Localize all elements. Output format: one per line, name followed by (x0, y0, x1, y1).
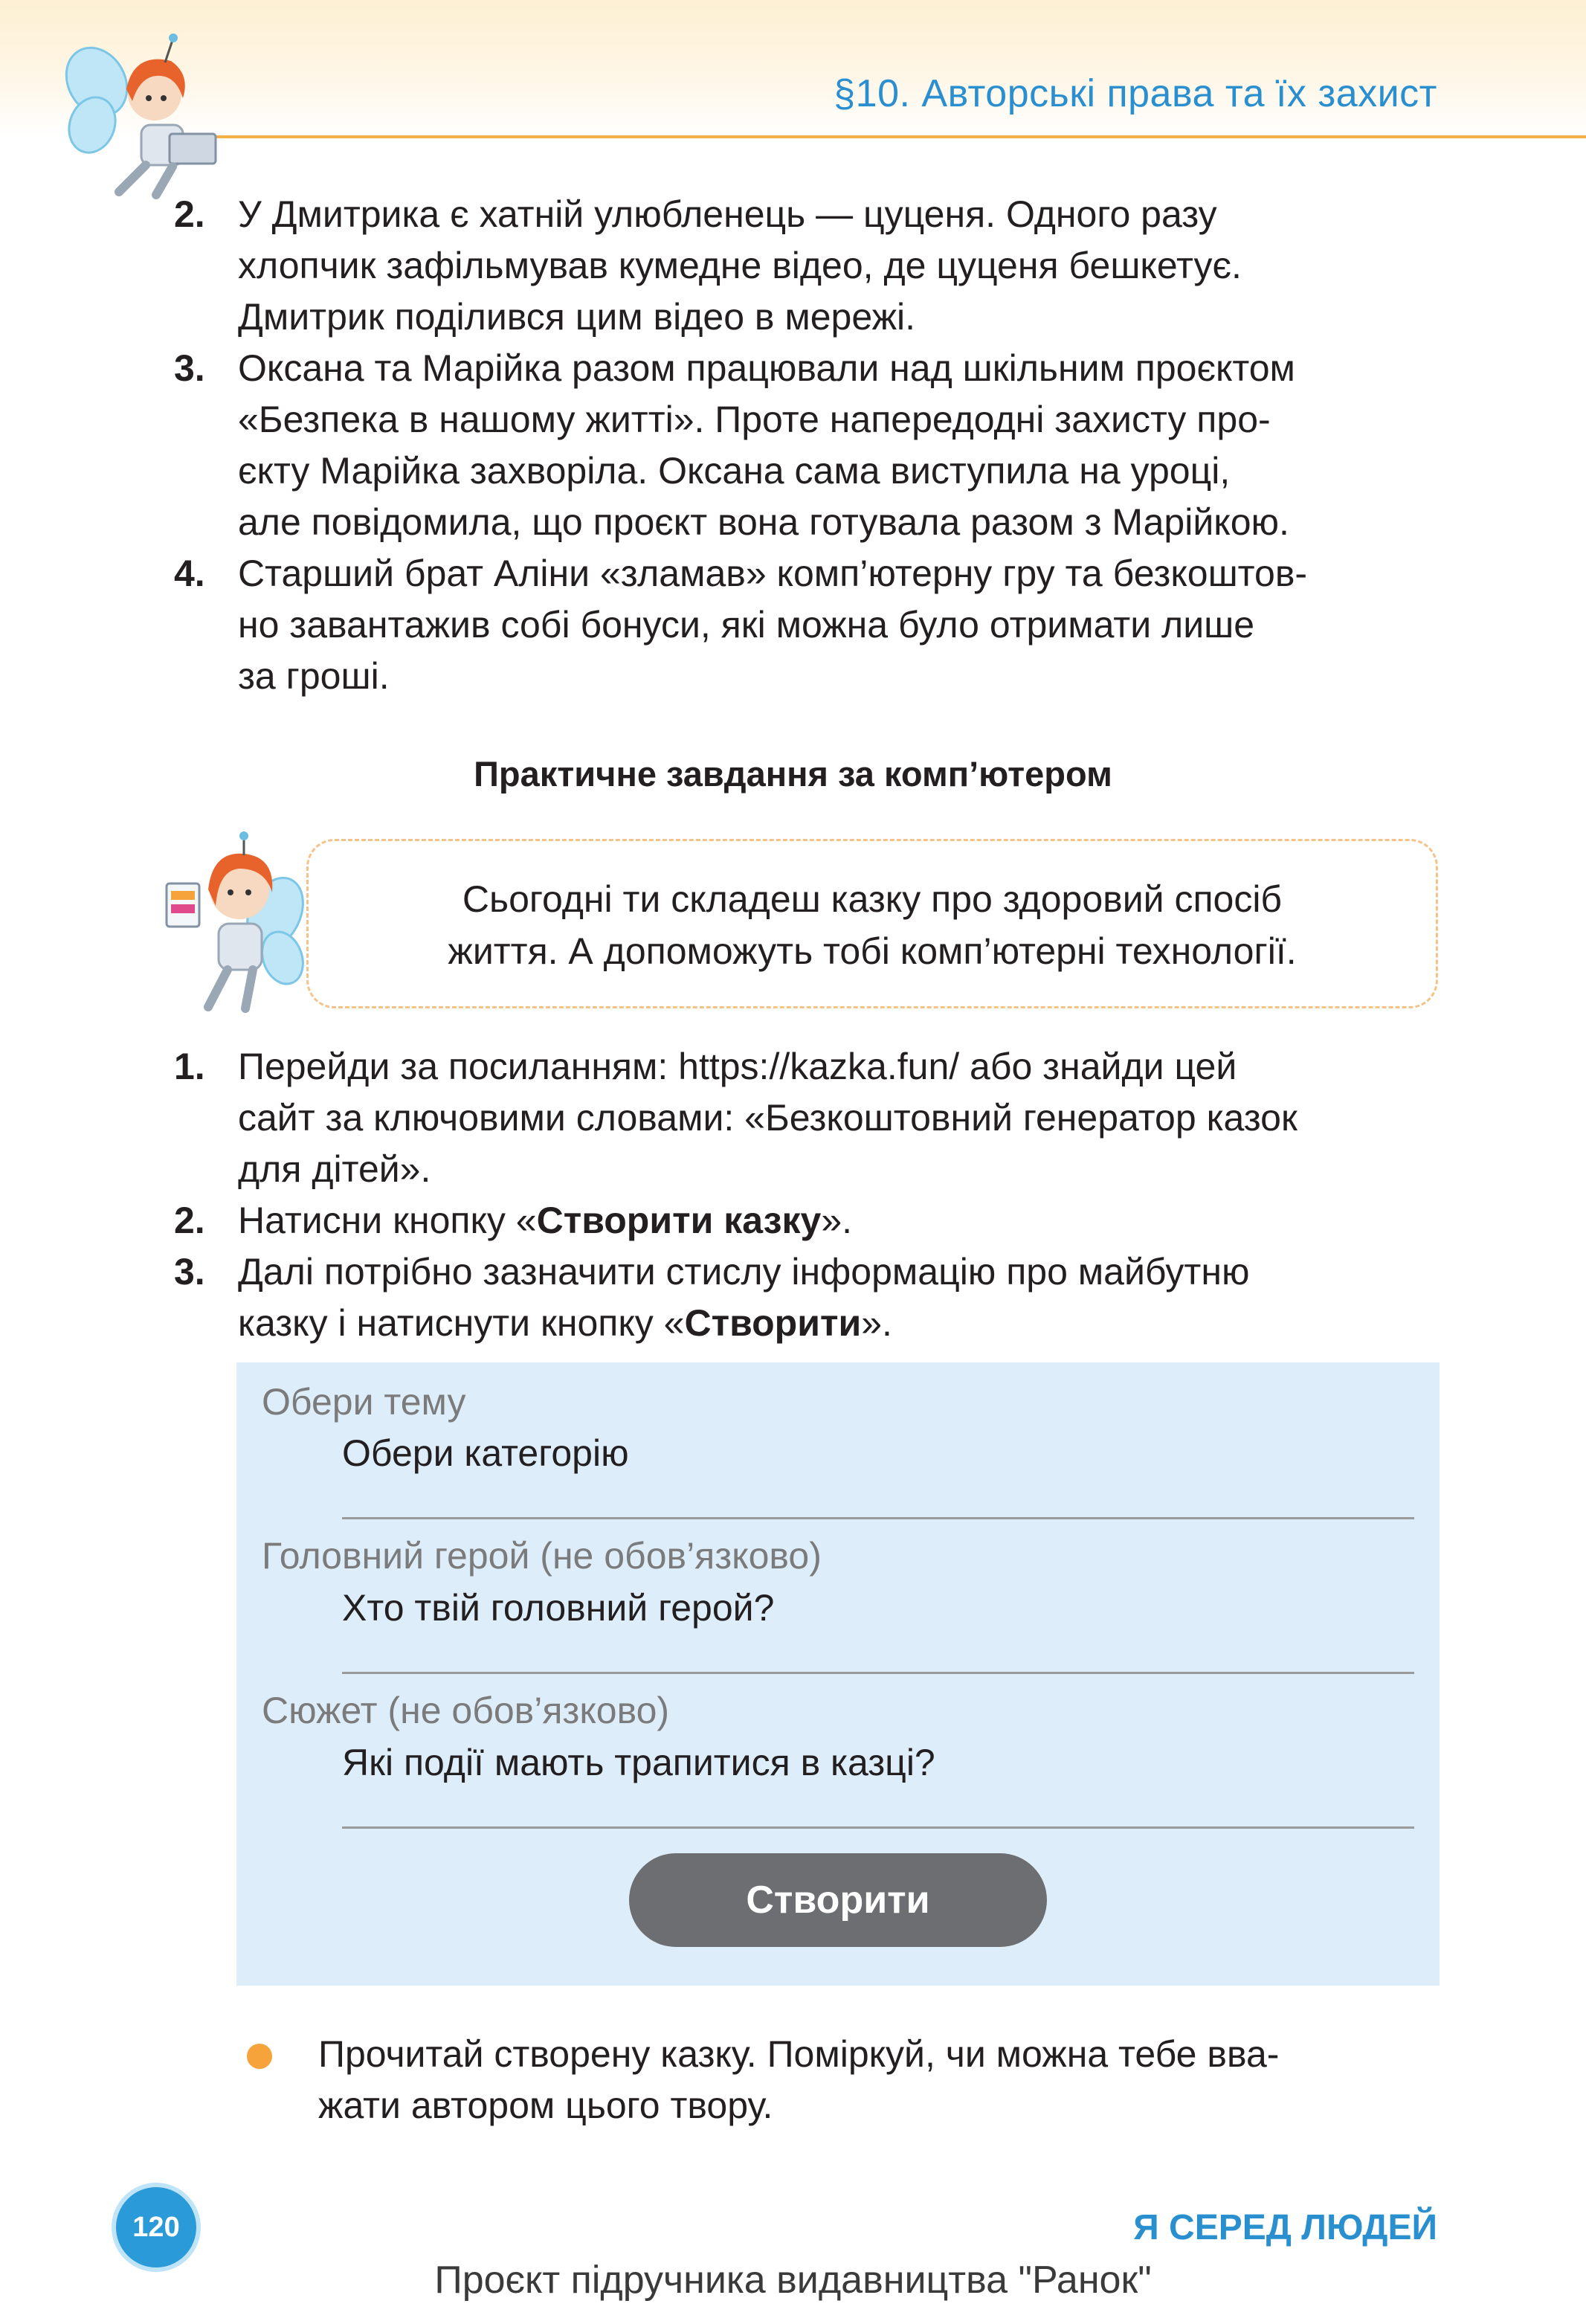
publisher-note: Проєкт підручника видавництва "Ранок" (434, 2259, 1152, 2302)
step-text-part: казку і натиснути кнопку « (238, 1302, 685, 1344)
plot-underline (342, 1826, 1414, 1829)
item-line: но завантажив собі бонуси, які можна було отримати лише (238, 604, 1255, 646)
item-text-4 (238, 548, 1440, 702)
create-button[interactable]: Створити (629, 1853, 1047, 1947)
hero-label: Головний герой (не обов’язково) (262, 1535, 822, 1577)
item-text-2 (238, 189, 1440, 343)
step-line (238, 1298, 1440, 1349)
bubble-line: Сьогодні ти складеш казку про здоровий спосіб (462, 878, 1283, 920)
step-text-part: ». (821, 1200, 853, 1241)
theme-underline (342, 1517, 1414, 1519)
bullet-dot (247, 2044, 272, 2069)
step-number: 2. (174, 1200, 205, 1241)
bubble-line: життя. А допоможуть тобі комп’ютерні технології. (448, 930, 1297, 972)
fairy-with-tablet-icon (156, 831, 312, 1017)
step-text-bold: Створити (684, 1302, 862, 1344)
item-line: Старший брат Аліни «зламав» комп’ютерну гру та безкоштов- (238, 553, 1308, 594)
hero-underline (342, 1672, 1414, 1674)
section-name: Я СЕРЕД ЛЮДЕЙ (1133, 2208, 1437, 2247)
bullet-line: жати автором цього твору. (318, 2085, 773, 2126)
item-text-3 (238, 343, 1440, 548)
step-text-1 (238, 1041, 1440, 1195)
step-text-part: Натисни кнопку « (238, 1200, 537, 1241)
plot-input[interactable]: Які події мають трапитися в казці? (342, 1742, 935, 1783)
step-text-3 (238, 1246, 1440, 1349)
hero-input[interactable]: Хто твій головний герой? (342, 1587, 775, 1629)
step-number: 3. (174, 1251, 205, 1293)
step-text-part: ». (861, 1302, 892, 1344)
item-line: Оксана та Марійка разом працювали над шкільним проєктом (238, 347, 1295, 389)
item-line: за гроші. (238, 655, 390, 697)
item-line: але повідомила, що проєкт вона готувала разом з Марійкою. (238, 501, 1289, 543)
item-line: єкту Марійка захворіла. Оксана сама виступила на уроці, (238, 450, 1231, 492)
speech-bubble-text (306, 873, 1438, 977)
item-number: 2. (174, 193, 205, 235)
item-line: хлопчик зафільмував кумедне відео, де цуценя бешкетує. (238, 245, 1242, 286)
step-line: Перейди за посиланням: https://kazka.fun/ або знайди цей (238, 1046, 1237, 1087)
theme-label: Обери тему (262, 1381, 466, 1423)
item-number: 4. (174, 553, 205, 594)
step-number: 1. (174, 1046, 205, 1087)
theme-select[interactable]: Обери категорію (342, 1432, 629, 1474)
step-text-2 (238, 1195, 1440, 1246)
step-text-bold: Створити казку (536, 1200, 822, 1241)
bullet-task-text (318, 2029, 1440, 2131)
item-number: 3. (174, 347, 205, 389)
step-line: Далі потрібно зазначити стислу інформацію про майбутню (238, 1251, 1250, 1293)
plot-label: Сюжет (не обов’язково) (262, 1690, 670, 1731)
step-line: для дітей». (238, 1148, 431, 1190)
item-line: Дмитрик поділився цим відео в мережі. (238, 296, 916, 338)
fairy-with-laptop-icon (45, 30, 223, 201)
practical-task-heading: Практичне завдання за комп’ютером (474, 754, 1112, 794)
item-line: «Безпека в нашому житті». Проте напередодні захисту про- (238, 399, 1271, 440)
item-line: У Дмитрика є хатній улюбленець — цуценя. Одного разу (238, 193, 1217, 235)
header-divider (171, 135, 1586, 138)
page-header-title: §10. Авторські права та їх захист (834, 72, 1437, 115)
header-band (0, 0, 1586, 137)
step-line: сайт за ключовими словами: «Безкоштовний генератор казок (238, 1097, 1298, 1139)
bullet-line: Прочитай створену казку. Поміркуй, чи можна тебе вва- (318, 2033, 1280, 2075)
page-number: 120 (112, 2183, 201, 2272)
